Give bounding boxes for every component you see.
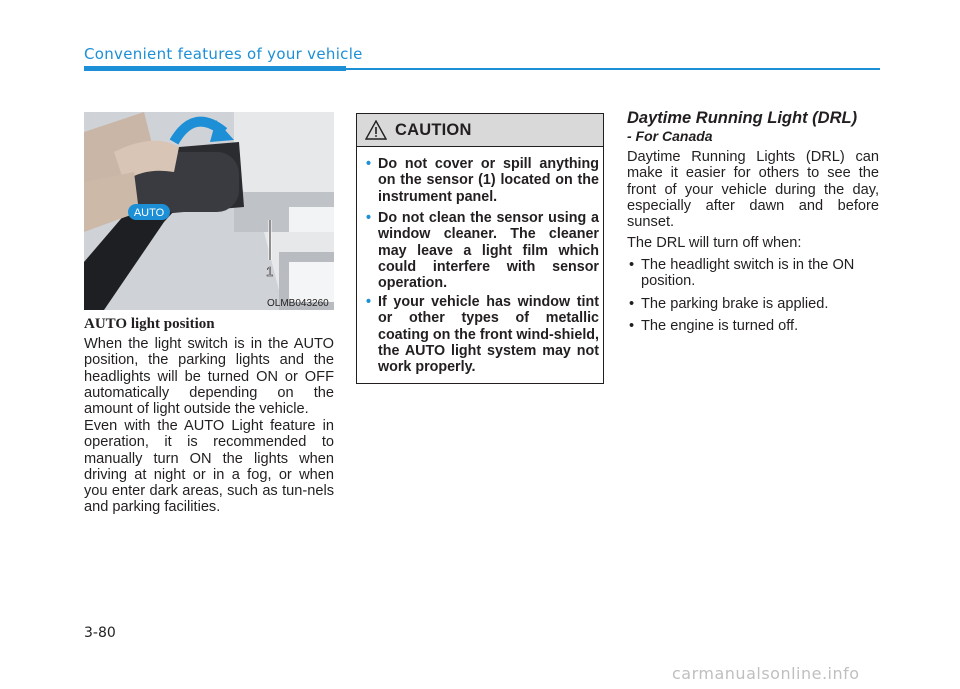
auto-light-heading: AUTO light position [84,316,215,332]
bullet-dot-icon: • [629,257,635,273]
bullet-dot-icon: • [629,295,635,312]
drl-subheading: - For Canada [627,128,713,144]
light-switch-photo [84,112,334,310]
list-item: • The headlight switch is in the ON position. [629,257,855,290]
caution-item: • Do not clean the sensor using a window cleaner. The cleaner may leave a light film which could interfere with sensor operation. [366,210,599,292]
drl-paragraph-1: Daytime Running Lights (DRL) can make it easier for others to see the front of your vehicle during the day, especially after dawn and before sunset. [627,149,879,231]
warning-triangle-icon [365,120,387,140]
watermark[interactable]: carmanualsonline.info [672,664,860,683]
photo-code: OLMB043260 [267,298,329,309]
bullet-dot-icon: • [366,210,372,226]
list-item: • The engine is turned off. [629,317,799,334]
header-rule-thick [84,66,346,71]
bullet-dot-icon: • [366,156,372,172]
header-rule-thin [346,68,880,70]
auto-light-paragraph-1: When the light switch is in the AUTO position, the parking lights and the headlights will be turned ON or OFF automatically depending on the amount of light outside the vehicle. [84,336,334,418]
auto-photo-label: AUTO [133,207,165,219]
sensor-callout-number: 1 [266,264,274,279]
section-header-title: Convenient features of your vehicle [84,45,363,63]
caution-box [356,113,604,384]
caution-item: • Do not cover or spill anything on the sensor (1) located on the instrument panel. [366,156,599,205]
caution-header [357,114,603,147]
auto-light-paragraph-2: Even with the AUTO Light feature in operation, it is recommended to manually turn ON the lights when driving at night or in a fog, or when you enter dark areas, such as tun-nels and parking facilities. [84,418,334,516]
caution-title: CAUTION [395,120,472,139]
list-item: • The parking brake is applied. [629,295,829,312]
bullet-dot-icon: • [366,294,372,310]
bullet-dot-icon: • [629,317,635,334]
caution-item: • If your vehicle has window tint or other types of metallic coating on the front wind-shield, the AUTO light system may not work properly. [366,294,599,376]
page-number: 3-80 [84,625,116,641]
drl-paragraph-2: The DRL will turn off when: [627,235,802,251]
drl-bullet-list [627,257,879,340]
drl-heading: Daytime Running Light (DRL) [627,109,858,127]
